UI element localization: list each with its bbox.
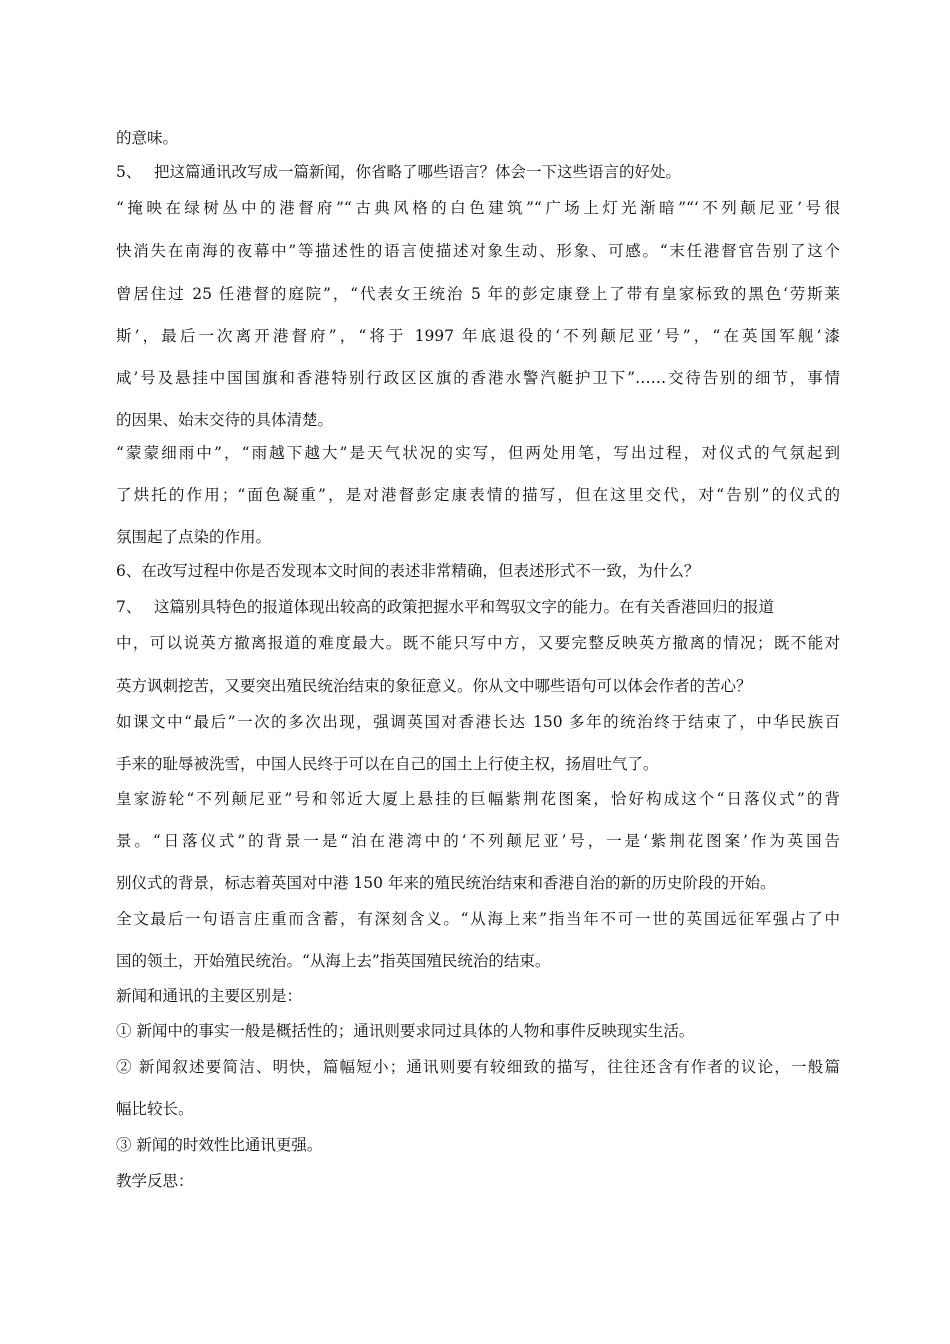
section-heading: 新闻和通讯的主要区别是： bbox=[116, 987, 303, 1005]
text-line: 氛围起了点染的作用。 bbox=[116, 528, 272, 546]
list-item: ① 新闻中的事实一般是概括性的；通讯则要求同过具体的人物和事件反映现实生活。 bbox=[116, 1022, 695, 1040]
text-line: 全文最后一句语言庄重而含蓄，有深刻含义。“从海上来”指当年不可一世的英国远征军强占了中 bbox=[116, 910, 840, 928]
question-5 bbox=[116, 161, 840, 183]
text-line: 手来的耻辱被洗雪，中国人民终于可以在自己的国土上行使主权，扬眉吐气了。 bbox=[116, 755, 659, 773]
text-line: 咸’号及悬挂中国国旗和香港特别行政区区旗的香港水警汽艇护卫下”……交待告别的细节，事情 bbox=[116, 369, 840, 387]
text-line: 如课文中“最后”一次的多次出现，强调英国对香港长达 150 多年的统治终于结束了，中华民族百 bbox=[116, 713, 840, 731]
text-line: 快消失在南海的夜幕中”等描述性的语言使描述对象生动、形象、可感。“末任港督官告别了这个 bbox=[116, 242, 840, 260]
text-line: 国的领土，开始殖民统治。“从海上去”指英国殖民统治的结束。 bbox=[116, 952, 551, 970]
question-7 bbox=[116, 596, 840, 618]
question-6: 6、在改写过程中你是否发现本文时间的表述非常精确，但表述形式不一致，为什么？ bbox=[116, 562, 700, 580]
text-line: “蒙蒙细雨中”，“雨越下越大”是天气状况的实写，但两处用笔，写出过程，对仪式的气氛起到 bbox=[116, 444, 840, 462]
text-line: 中，可以说英方撤离报道的难度最大。既不能只写中方，又要完整反映英方撤离的情况；既不能对 bbox=[116, 634, 840, 652]
list-item: ② 新闻叙述要简洁、明快，篇幅短小；通讯则要有较细致的描写，往往还含有作者的议论，一般篇 bbox=[116, 1058, 840, 1076]
section-heading: 教学反思： bbox=[116, 1172, 194, 1190]
text-line: 英方讽刺挖苦，又要突出殖民统治结束的象征意义。你从文中哪些语句可以体会作者的苦心？ bbox=[116, 677, 752, 695]
question-number: 7、 bbox=[116, 598, 142, 616]
text-line: 了烘托的作用；“面色凝重”，是对港督彭定康表情的描写，但在这里交代，对“告别”的仪式的 bbox=[116, 486, 840, 504]
question-text: 这篇别具特色的报道体现出较高的政策把握水平和驾驭文字的能力。在有关香港回归的报道 bbox=[154, 598, 775, 616]
text-line: 景。“日落仪式”的背景一是“泊在港湾中的‘不列颠尼亚’号，一是‘紫荆花图案’作为英国告 bbox=[116, 832, 840, 850]
text-line: 斯’，最后一次离开港督府”，“将于 1997 年底退役的‘不列颠尼亚’号”，“在英国军舰‘漆 bbox=[116, 327, 840, 345]
question-text: 把这篇通讯改写成一篇新闻，你省略了哪些语言？体会一下这些语言的好处。 bbox=[154, 163, 682, 181]
list-item: ③ 新闻的时效性比通讯更强。 bbox=[116, 1136, 323, 1154]
text-line: 别仪式的背景，标志着英国对中港 150 年来的殖民统治结束和香港自治的新的历史阶段的开始。 bbox=[116, 874, 776, 892]
text-line: 的因果、始末交待的具体清楚。 bbox=[116, 411, 334, 429]
question-number: 5、 bbox=[116, 163, 142, 181]
text-line: 幅比较长。 bbox=[116, 1100, 194, 1118]
text-line: “掩映在绿树丛中的港督府”“古典风格的白色建筑”“广场上灯光渐暗”“‘不列颠尼亚’号很 bbox=[116, 199, 840, 217]
text-line: 皇家游轮“不列颠尼亚”号和邻近大厦上悬挂的巨幅紫荆花图案，恰好构成这个“日落仪式”的背 bbox=[116, 790, 840, 808]
text-line: 曾居住过 25 任港督的庭院”，“代表女王统治 5 年的彭定康登上了带有皇家标致的黑色‘劳斯莱 bbox=[116, 285, 840, 303]
text-line: 的意味。 bbox=[116, 129, 179, 147]
